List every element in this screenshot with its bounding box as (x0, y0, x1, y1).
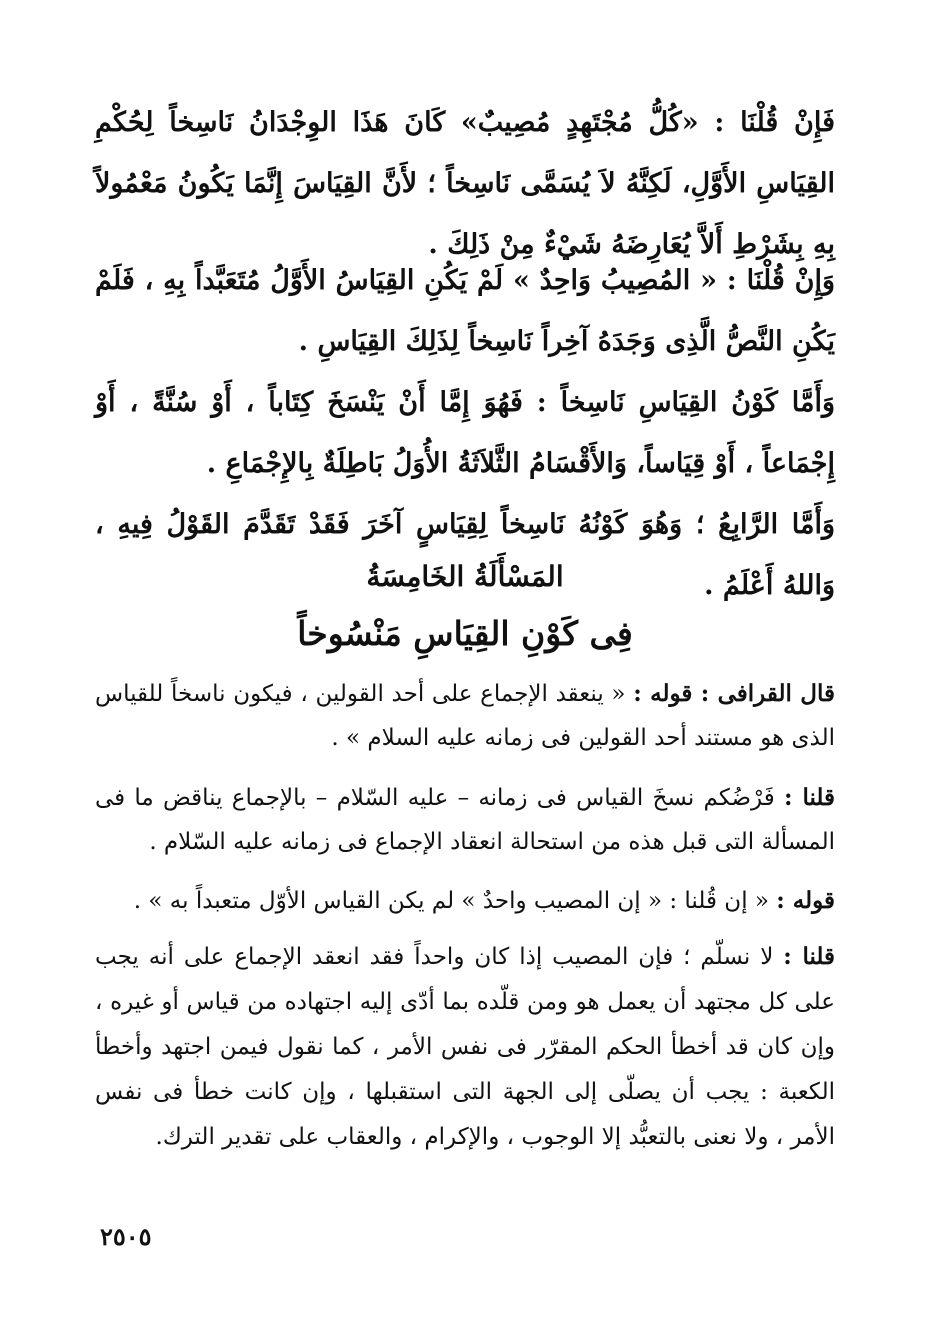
paragraph-3: وَأَمَّا كَوْنُ القِيَاسِ نَاسِخاً : فَهُوَ إِمَّا أَنْ يَنْسَخَ كِتَاباً ، أَوْ سُنَّةً ، أَوْ إِجْمَاعاً ، أَوْ قِيَاساً، وَالأَقْسَامُ الثَّلاَثَةُ الأُوَلُ بَاطِلَةٌ بِالإِجْمَاعِ . (95, 387, 835, 479)
paragraph-text: لا نسلّم ؛ فإن المصيب إذا كان واحداً فقد انعقد الإجماع على أنه يجب على كل مجتهد أن يعمل هو ومن قلّده بما أدّى إليه اجتهاده من قياس أو غيره ، وإن كان قد أخطأ الحكم المقرّر فى نفس الأمر ، كما نقول فيمن اجتهد وأخطأ الكعبة : يجب أن يصلّى إلى الجهة التى استقبلها ، وإن كانت خطأ فى نفس الأمر ، ولا نعنى بالتعبُّد إلا الوجوب ، والإكرام ، والعقاب على تقدير الترك. (95, 944, 835, 1150)
paragraph-lead: قوله : (776, 887, 835, 914)
section-b (95, 672, 835, 1204)
page-number: ٢٥٠٥ (100, 1222, 152, 1251)
section-subheading: فِى كَوْنِ القِيَاسِ مَنْسُوخاً (297, 614, 633, 653)
paragraph-1: فَإِنْ قُلْنَا : «كُلُّ مُجْتَهِدٍ مُصِيبٌ» كَانَ هَذَا الوِجْدَانُ نَاسِخاً لِحُكْمِ القِيَاسِ الأَوَّلِ، لَكِنَّهُ لاَ يُسَمَّى نَاسِخاً ؛ لأَنَّ القِيَاسَ إِنَّمَا يَكُونُ مَعْمُولاً بِهِ بِشَرْطِ أَلاَّ يُعَارِضَهُ شَيْءٌ مِنْ ذَلِكَ . (95, 107, 835, 260)
commentary-paragraph-2 (95, 776, 835, 874)
paragraph-text: « ينعقد الإجماع على أحد القولين ، فيكون ناسخاً للقياس الذى هو مستند أحد القولين فى زمانه عليه السلام » . (95, 681, 835, 751)
paragraph-text: « إن قُلنا : « إن المصيب واحدٌ » لم يكن القياس الأوّل متعبداً به » . (133, 888, 777, 914)
paragraph-lead: قال القرافى : قوله : (633, 680, 836, 707)
paragraph-2: وَإِنْ قُلْنَا : « المُصِيبُ وَاحِدٌ » لَمْ يَكُنِ القِيَاسُ الأَوَّلُ مُتَعَبَّداً بِهِ ، فَلَمْ يَكُنِ النَّصُّ الَّذِى وَجَدَهُ آخِراً نَاسِخاً لِذَلِكَ القِيَاسِ . (95, 265, 835, 357)
commentary-paragraph-1 (95, 672, 835, 768)
paragraph-lead: قلنا : (784, 784, 835, 811)
commentary-paragraph-4 (95, 934, 835, 1204)
commentary-paragraph-3 (95, 878, 835, 930)
section-heading: المَسْأَلَةُ الخَامِسَةُ (366, 560, 564, 593)
paragraph-lead: قلنا : (783, 943, 835, 970)
paragraph-4: وَأَمَّا الرَّابِعُ ؛ وَهُوَ كَوْنُهُ نَاسِخاً لِقِيَاسٍ آخَرَ فَقَدْ تَقَدَّمَ القَوْلُ فِيهِ ، وَاللهُ أَعْلَمُ . (95, 509, 835, 601)
paragraph-text: فَرْضُكم نسخَ القياس فى زمانه – عليه السّلام – بالإجماع يناقض ما فى المسألة التى قبل هذه من استحالة انعقاد الإجماع فى زمانه عليه السّلام . (95, 785, 835, 855)
